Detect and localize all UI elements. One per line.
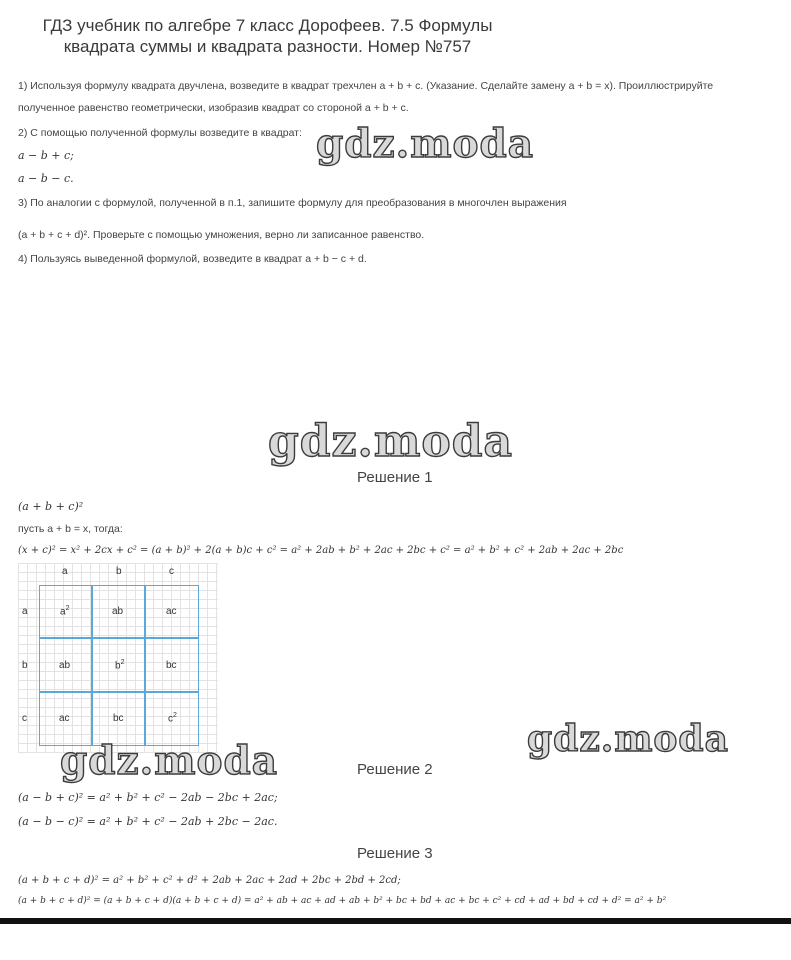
task-text-3: 2) С помощью полученной формулы возведите в квадрат: bbox=[18, 127, 302, 139]
bottom-bar bbox=[0, 918, 791, 924]
solution-1-line-3: (x + c)² = x² + 2cx + c² = (a + b)² + 2(a + b)c + c² = a² + 2ab + b² + 2ac + 2bc + c² = a² + b² + c² + 2ab + 2ac + 2bc bbox=[18, 545, 624, 556]
solution-1-heading: Решение 1 bbox=[357, 469, 433, 486]
cell-label-bc: bc bbox=[166, 660, 177, 671]
solution-2-line-1: (a − b + c)² = a² + b² + c² − 2ab − 2bc + 2ac; bbox=[18, 791, 278, 804]
row-header-a: a bbox=[22, 606, 28, 617]
solution-2-line-2: (a − b − c)² = a² + b² + c² − 2ab + 2bc − 2ac. bbox=[18, 815, 278, 828]
cell-label-c2: $c^2$ bbox=[168, 712, 177, 725]
watermark-logo-4: gdz.moda bbox=[527, 718, 729, 760]
row-header-c: c bbox=[22, 713, 27, 724]
watermark-logo-1: gdz.moda bbox=[316, 121, 535, 167]
task-text-4: 3) По аналогии с формулой, полученной в п.1, запишите формулу для преобразования в многочлен выражения bbox=[18, 197, 567, 209]
cell-label-a2: $a^2$ bbox=[60, 605, 70, 618]
task-text-2: полученное равенство геометрически, изобразив квадрат со стороной a + b + c. bbox=[18, 102, 409, 114]
task-expr-2: a − b − c. bbox=[18, 172, 74, 185]
task-text-6: 4) Пользуясь выведенной формулой, возведите в квадрат a + b − c + d. bbox=[18, 253, 367, 265]
watermark-logo-2: gdz.moda bbox=[268, 416, 514, 467]
square-diagram bbox=[18, 563, 218, 753]
page-title bbox=[0, 15, 535, 57]
task-expr-1: a − b + c; bbox=[18, 149, 74, 162]
cell-label-bc-2: bc bbox=[113, 713, 124, 724]
solution-3-line-1: (a + b + c + d)² = a² + b² + c² + d² + 2ab + 2ac + 2ad + 2bc + 2bd + 2cd; bbox=[18, 875, 401, 886]
row-header-b: b bbox=[22, 660, 28, 671]
solution-1-line-1: (a + b + c)² bbox=[18, 500, 84, 513]
col-header-c: c bbox=[169, 566, 174, 577]
cell-label-ac: ac bbox=[166, 606, 177, 617]
solution-2-heading: Решение 2 bbox=[357, 761, 433, 778]
watermark-logo-3: gdz.moda bbox=[60, 738, 279, 784]
cell-label-ac-2: ac bbox=[59, 713, 70, 724]
cell-label-ab: ab bbox=[112, 606, 124, 617]
task-text-1: 1) Используя формулу квадрата двучлена, возведите в квадрат трехчлен a + b + c. (Указание. Сделайте замену a + b = x). Проиллюстрируйте bbox=[18, 80, 714, 92]
solution-3-heading: Решение 3 bbox=[357, 845, 433, 862]
col-header-a: a bbox=[62, 566, 68, 577]
page-title-line-1: ГДЗ учебник по алгебре 7 класс Дорофеев. 7.5 Формулы bbox=[42, 16, 493, 35]
cell-label-ab-2: ab bbox=[59, 660, 71, 671]
task-text-5: (a + b + c + d)². Проверьте с помощью умножения, верно ли записанное равенство. bbox=[18, 229, 425, 241]
page-title-line-2: квадрата суммы и квадрата разности. Номер №757 bbox=[63, 37, 472, 56]
solution-3-line-2: (a + b + c + d)² = (a + b + c + d)(a + b + c + d) = a² + ab + ac + ad + ab + b² + bc + bd + ac + bc + c² + cd + ad + bd + cd + d² = a² + b² bbox=[18, 896, 667, 906]
cell-label-b2: $b^2$ bbox=[115, 659, 125, 672]
solution-1-line-2: пусть a + b = x, тогда: bbox=[18, 523, 123, 535]
col-header-b: b bbox=[116, 566, 122, 577]
